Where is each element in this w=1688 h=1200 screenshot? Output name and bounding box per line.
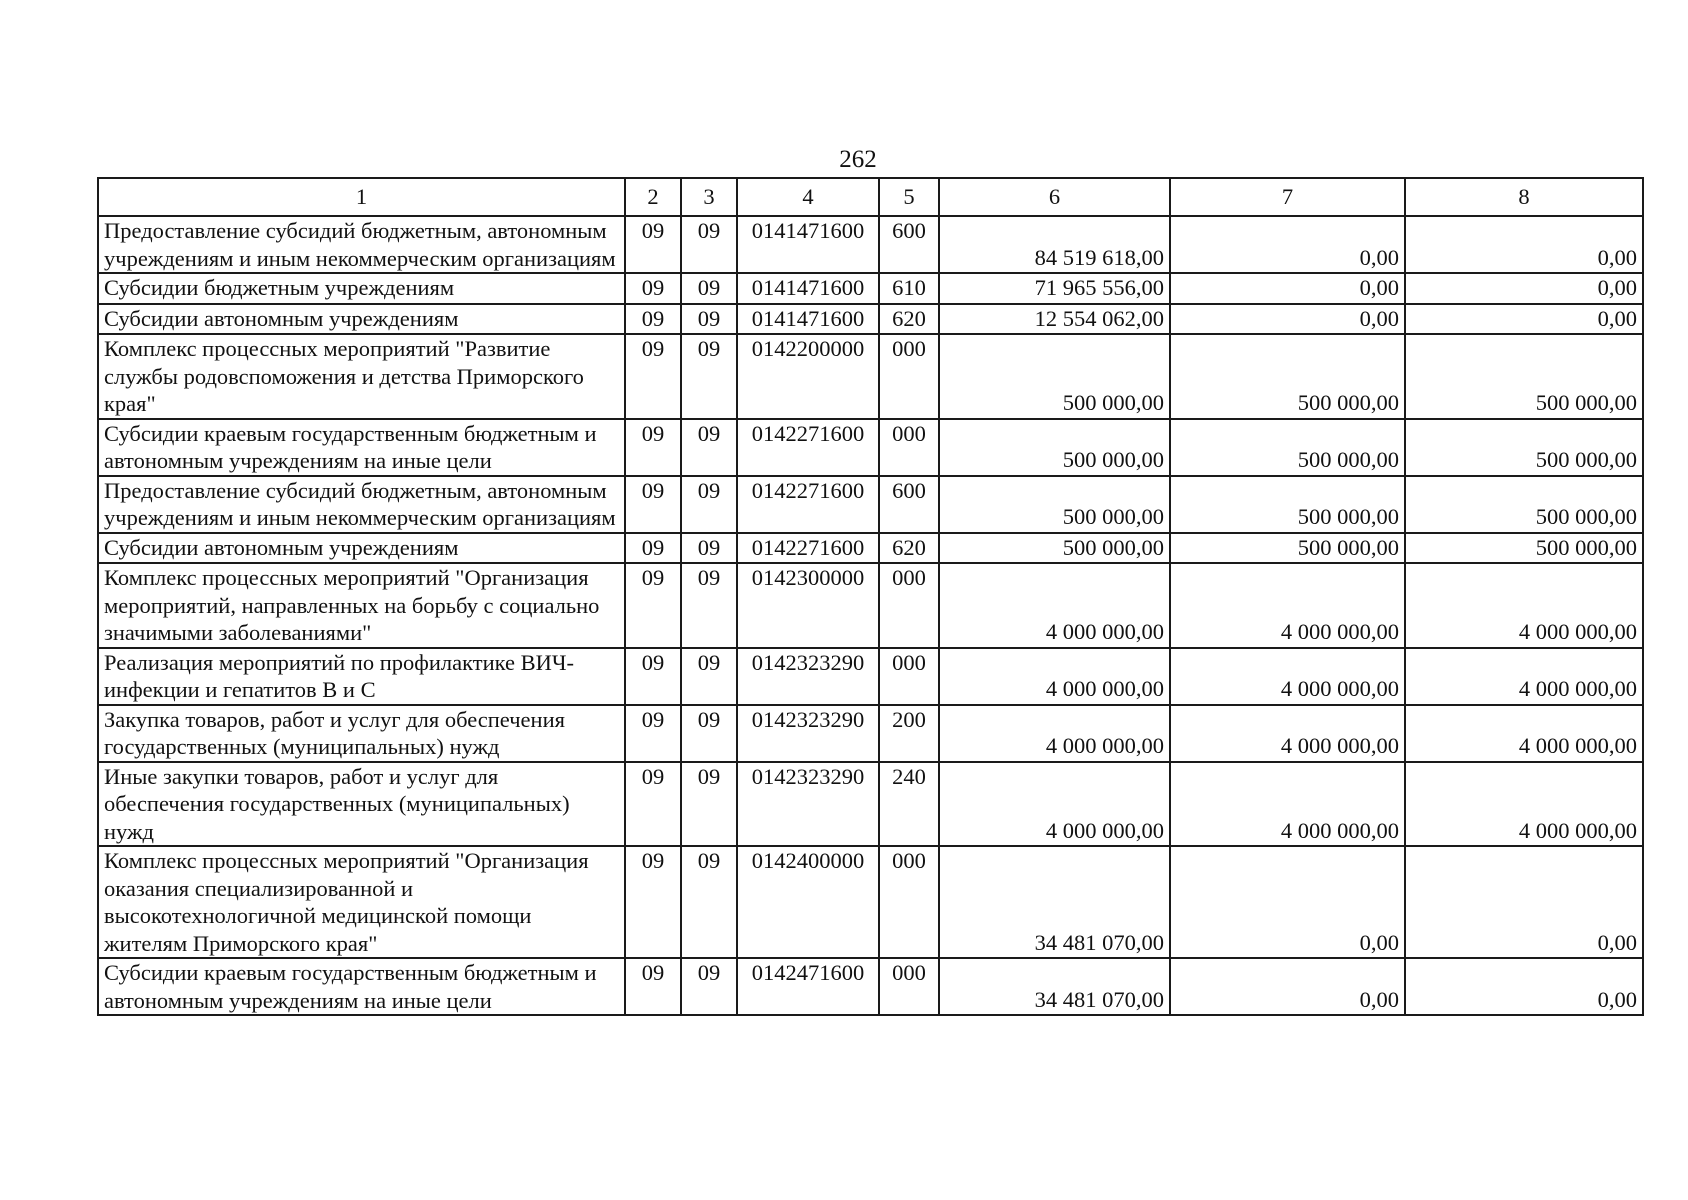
subsection-code-cell: 09: [681, 958, 737, 1015]
table-row: [98, 304, 1643, 335]
table-body: [98, 216, 1643, 1015]
header-row: [98, 178, 1643, 216]
row-name-cell: Предоставление субсидий бюджетным, автономным учреждениям и иным некоммерческим организациям: [98, 216, 625, 273]
table-row: [98, 762, 1643, 847]
section-code-cell: 09: [625, 533, 681, 564]
amount-col8-cell: 0,00: [1405, 846, 1643, 958]
amount-col7-cell: 500 000,00: [1170, 533, 1405, 564]
row-name-cell: Реализация мероприятий по профилактике ВИЧ-инфекции и гепатитов В и С: [98, 648, 625, 705]
amount-col6-cell: 34 481 070,00: [939, 958, 1170, 1015]
amount-col6-cell: 500 000,00: [939, 533, 1170, 564]
table-row: [98, 419, 1643, 476]
expense-type-cell: 600: [879, 476, 939, 533]
target-article-cell: 0142323290: [737, 762, 879, 847]
column-header: 8: [1405, 178, 1643, 216]
table-row: [98, 846, 1643, 958]
target-article-cell: 0142400000: [737, 846, 879, 958]
column-header: 7: [1170, 178, 1405, 216]
target-article-cell: 0141471600: [737, 273, 879, 304]
amount-col7-cell: 4 000 000,00: [1170, 563, 1405, 648]
table-row: [98, 216, 1643, 273]
section-code-cell: 09: [625, 304, 681, 335]
amount-col7-cell: 0,00: [1170, 846, 1405, 958]
row-name-cell: Субсидии краевым государственным бюджетным и автономным учреждениям на иные цели: [98, 419, 625, 476]
amount-col8-cell: 4 000 000,00: [1405, 705, 1643, 762]
amount-col6-cell: 4 000 000,00: [939, 563, 1170, 648]
column-header: 4: [737, 178, 879, 216]
page-number: 262: [839, 146, 877, 173]
target-article-cell: 0141471600: [737, 304, 879, 335]
table-row: [98, 648, 1643, 705]
row-name-cell: Закупка товаров, работ и услуг для обеспечения государственных (муниципальных) нужд: [98, 705, 625, 762]
section-code-cell: 09: [625, 648, 681, 705]
expense-type-cell: 000: [879, 419, 939, 476]
section-code-cell: 09: [625, 846, 681, 958]
section-code-cell: 09: [625, 216, 681, 273]
amount-col7-cell: 0,00: [1170, 216, 1405, 273]
subsection-code-cell: 09: [681, 705, 737, 762]
target-article-cell: 0142323290: [737, 648, 879, 705]
table-row: [98, 533, 1643, 564]
table-row: [98, 476, 1643, 533]
amount-col8-cell: 0,00: [1405, 304, 1643, 335]
row-name-cell: Комплекс процессных мероприятий "Развитие службы родовспоможения и детства Приморского края": [98, 334, 625, 419]
amount-col8-cell: 0,00: [1405, 958, 1643, 1015]
table-row: [98, 705, 1643, 762]
subsection-code-cell: 09: [681, 563, 737, 648]
row-name-cell: Субсидии автономным учреждениям: [98, 533, 625, 564]
amount-col7-cell: 500 000,00: [1170, 334, 1405, 419]
row-name-cell: Иные закупки товаров, работ и услуг для обеспечения государственных (муниципальных) нужд: [98, 762, 625, 847]
amount-col8-cell: 500 000,00: [1405, 533, 1643, 564]
subsection-code-cell: 09: [681, 419, 737, 476]
target-article-cell: 0142300000: [737, 563, 879, 648]
column-header: 5: [879, 178, 939, 216]
amount-col6-cell: 4 000 000,00: [939, 705, 1170, 762]
amount-col7-cell: 0,00: [1170, 273, 1405, 304]
amount-col7-cell: 0,00: [1170, 304, 1405, 335]
target-article-cell: 0141471600: [737, 216, 879, 273]
amount-col6-cell: 84 519 618,00: [939, 216, 1170, 273]
amount-col7-cell: 4 000 000,00: [1170, 648, 1405, 705]
subsection-code-cell: 09: [681, 334, 737, 419]
section-code-cell: 09: [625, 705, 681, 762]
expense-type-cell: 620: [879, 533, 939, 564]
target-article-cell: 0142323290: [737, 705, 879, 762]
amount-col6-cell: 34 481 070,00: [939, 846, 1170, 958]
row-name-cell: Субсидии бюджетным учреждениям: [98, 273, 625, 304]
target-article-cell: 0142471600: [737, 958, 879, 1015]
budget-table: [97, 177, 1644, 1016]
row-name-cell: Предоставление субсидий бюджетным, автономным учреждениям и иным некоммерческим организациям: [98, 476, 625, 533]
amount-col7-cell: 500 000,00: [1170, 476, 1405, 533]
section-code-cell: 09: [625, 334, 681, 419]
expense-type-cell: 600: [879, 216, 939, 273]
amount-col6-cell: 71 965 556,00: [939, 273, 1170, 304]
amount-col8-cell: 4 000 000,00: [1405, 648, 1643, 705]
amount-col6-cell: 500 000,00: [939, 476, 1170, 533]
expense-type-cell: 000: [879, 648, 939, 705]
subsection-code-cell: 09: [681, 273, 737, 304]
row-name-cell: Субсидии автономным учреждениям: [98, 304, 625, 335]
section-code-cell: 09: [625, 419, 681, 476]
subsection-code-cell: 09: [681, 762, 737, 847]
table-row: [98, 563, 1643, 648]
amount-col8-cell: 4 000 000,00: [1405, 762, 1643, 847]
row-name-cell: Субсидии краевым государственным бюджетным и автономным учреждениям на иные цели: [98, 958, 625, 1015]
amount-col8-cell: 0,00: [1405, 216, 1643, 273]
amount-col8-cell: 0,00: [1405, 273, 1643, 304]
expense-type-cell: 620: [879, 304, 939, 335]
table-row: [98, 958, 1643, 1015]
section-code-cell: 09: [625, 273, 681, 304]
subsection-code-cell: 09: [681, 648, 737, 705]
expense-type-cell: 240: [879, 762, 939, 847]
amount-col8-cell: 500 000,00: [1405, 419, 1643, 476]
expense-type-cell: 610: [879, 273, 939, 304]
column-header: 1: [98, 178, 625, 216]
amount-col8-cell: 500 000,00: [1405, 476, 1643, 533]
expense-type-cell: 200: [879, 705, 939, 762]
section-code-cell: 09: [625, 762, 681, 847]
expense-type-cell: 000: [879, 846, 939, 958]
amount-col6-cell: 4 000 000,00: [939, 762, 1170, 847]
column-header: 3: [681, 178, 737, 216]
target-article-cell: 0142200000: [737, 334, 879, 419]
amount-col7-cell: 4 000 000,00: [1170, 762, 1405, 847]
subsection-code-cell: 09: [681, 533, 737, 564]
amount-col8-cell: 4 000 000,00: [1405, 563, 1643, 648]
subsection-code-cell: 09: [681, 846, 737, 958]
subsection-code-cell: 09: [681, 304, 737, 335]
amount-col6-cell: 12 554 062,00: [939, 304, 1170, 335]
subsection-code-cell: 09: [681, 216, 737, 273]
target-article-cell: 0142271600: [737, 476, 879, 533]
amount-col6-cell: 4 000 000,00: [939, 648, 1170, 705]
row-name-cell: Комплекс процессных мероприятий "Организация оказания специализированной и высокотехнологичной медицинской помощи жителям Приморского края": [98, 846, 625, 958]
row-name-cell: Комплекс процессных мероприятий "Организация мероприятий, направленных на борьбу с социально значимыми заболеваниями": [98, 563, 625, 648]
column-header: 2: [625, 178, 681, 216]
expense-type-cell: 000: [879, 563, 939, 648]
expense-type-cell: 000: [879, 958, 939, 1015]
subsection-code-cell: 09: [681, 476, 737, 533]
section-code-cell: 09: [625, 563, 681, 648]
amount-col7-cell: 0,00: [1170, 958, 1405, 1015]
column-header: 6: [939, 178, 1170, 216]
amount-col7-cell: 4 000 000,00: [1170, 705, 1405, 762]
target-article-cell: 0142271600: [737, 419, 879, 476]
section-code-cell: 09: [625, 958, 681, 1015]
section-code-cell: 09: [625, 476, 681, 533]
amount-col6-cell: 500 000,00: [939, 334, 1170, 419]
table-row: [98, 334, 1643, 419]
amount-col8-cell: 500 000,00: [1405, 334, 1643, 419]
amount-col7-cell: 500 000,00: [1170, 419, 1405, 476]
amount-col6-cell: 500 000,00: [939, 419, 1170, 476]
expense-type-cell: 000: [879, 334, 939, 419]
target-article-cell: 0142271600: [737, 533, 879, 564]
table-row: [98, 273, 1643, 304]
